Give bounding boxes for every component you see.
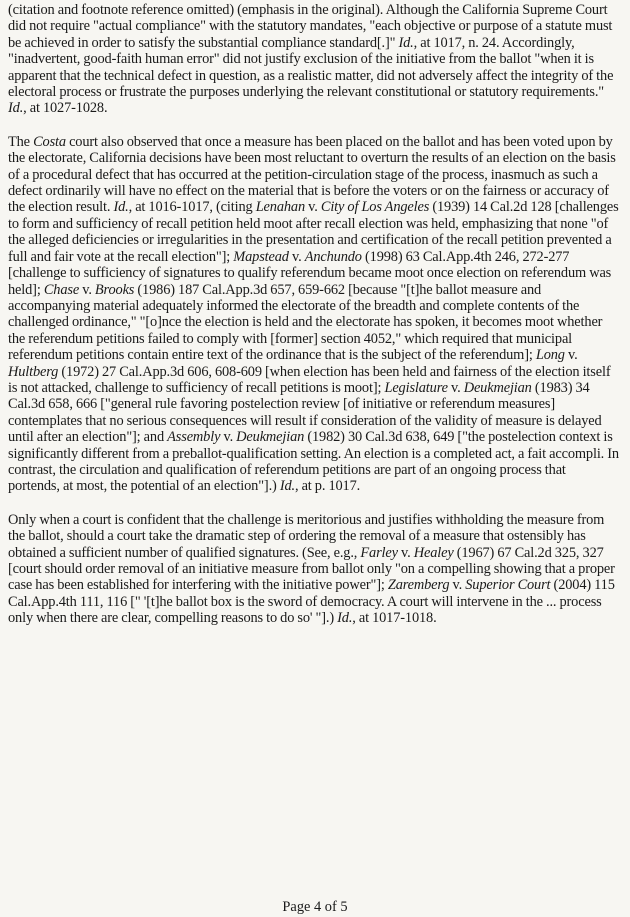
citation-text: Chase — [43, 281, 80, 298]
body-text: court also observed that once a measure has been placed on the ballot and has been voted upon by the electorate, California decisions have been most reluctant to overturn the results of an election on the basis of a procedural defect that has occurred at the petition-circulation stage of the process, inasmuch as such a defect ordinarily will have no effect on the material that is before the voters or on the fairness or accuracy of the election result. — [8, 133, 616, 216]
citation-text: Farley — [360, 544, 398, 561]
citation-text: Id. — [8, 100, 24, 117]
citation-text: Assembly — [167, 429, 221, 446]
body-text: , at 1016-1017, (citing — [128, 199, 256, 216]
body-text: (1967) 67 Cal.2d 325, 327 [court should order removal of an initiative measure from ballot only "on a compelling showing that a proper case has been established for interfering with the initiative power"]; — [8, 544, 615, 594]
body-text: v. — [447, 379, 464, 396]
citation-text: Superior Court — [465, 577, 551, 594]
body-text: , at 1027-1028. — [23, 100, 108, 117]
body-text: v. — [397, 544, 414, 561]
body-text: v. — [220, 429, 237, 446]
body-text: v. — [305, 199, 321, 216]
body-text: (1983) 34 Cal.3d 658, 666 ["general rule favoring postelection review [of initiative or referendum measures] contemplates that no serious consequences will result if consideration of the validity of measure is delayed until after an election"]; and — [8, 379, 602, 446]
citation-text: Hultberg — [8, 363, 59, 380]
body-text: (1972) 27 Cal.App.3d 606, 608-609 [when election has been held and fairness of the election itself is not attacked, challenge to sufficiency of recall petitions is moot]; — [8, 363, 611, 396]
citation-text: Lenahan — [255, 199, 306, 216]
citation-text: City of Los Angeles — [320, 199, 430, 216]
body-text: v. — [288, 248, 305, 265]
citation-text: Deukmejian — [463, 379, 532, 396]
body-text: , at 1017, n. 24. Accordingly, "inadvertent, good-faith human error" did not justify exclusion of the initiative from the ballot "when it is apparent that the technical defect in question, as a realistic matter, did not adversely affect the integrity of the electoral process or frustrate the purposes underlying the relevant constitutional or statutory requirements." — [8, 34, 614, 101]
paragraph — [8, 2, 620, 117]
citation-text: Legislature — [384, 379, 448, 396]
body-text: v. — [79, 281, 95, 298]
citation-text: Brooks — [94, 281, 135, 298]
body-text: (1998) 63 Cal.App.4th 246, 272-277 [challenge to sufficiency of signatures to qualify referendum became moot once election on referendum was held]; — [8, 248, 612, 298]
citation-text: Costa — [33, 133, 66, 150]
citation-text: Anchundo — [304, 248, 362, 265]
body-text: , at 1017-1018. — [352, 610, 437, 627]
body-text: (1986) 187 Cal.App.3d 657, 659-662 [because "[t]he ballot measure and accompanying material adequately informed the electorate of the breadth and complete contents of the challenged ordinance," "[o]nce the election is held and the electorate has spoken, it becomes moot whether the referendum petitions failed to comply with [former] section 4052," which required that municipal referendum petitions contain entire text of the ordinance that is the subject of the referendum]; — [8, 281, 603, 364]
paragraph — [8, 512, 620, 627]
citation-text: Long — [535, 347, 565, 364]
citation-text: Zaremberg — [387, 577, 450, 594]
citation-text: Id. — [398, 34, 414, 51]
body-text: (1939) 14 Cal.2d 128 [challenges to form and sufficiency of recall petition held moot after recall election was held, emphasizing that none "of the alleged deficiencies or irregularities in the presentation and certification of the recall petition prevented a full and fair vote at the recall election"]; — [8, 199, 619, 265]
citation-text: Id. — [113, 199, 129, 216]
citation-text: Healey — [413, 544, 454, 561]
citation-text: Mapstead — [233, 248, 289, 265]
body-text: v. — [449, 577, 466, 594]
body-text: The — [8, 133, 34, 150]
citation-text: Deukmejian — [236, 429, 305, 446]
citation-text: Id. — [337, 610, 353, 627]
paragraph — [8, 134, 620, 495]
body-text: v. — [564, 347, 578, 364]
body-text: (citation and footnote reference omitted) (emphasis in the original). Although the California Supreme Court did not require "actual compliance" with the statutory mandates, "each objective or purpose of a statute must be achieved in order to satisfy the substantial compliance standard[.]" — [8, 2, 613, 51]
citation-text: Id. — [279, 478, 295, 495]
body-text: Only when a court is confident that the challenge is meritorious and justifies withholding the measure from the ballot, should a court take the dramatic step of ordering the removal of a measure that ostensibly has obtained a sufficient number of qualified signatures. (See, e.g., — [8, 511, 605, 561]
document-body — [8, 2, 620, 627]
body-text: , at p. 1017. — [294, 478, 361, 495]
body-text: (1982) 30 Cal.3d 638, 649 ["the postelection context is significantly different from a preballot-qualification setting. An election is a completed act, a fait accompli. In contrast, the circulation and qualification of referendum petitions are part of an ongoing process that portends, at most, the potential of an election"].) — [8, 429, 619, 495]
body-text: (2004) 115 Cal.App.4th 111, 116 [" '[t]he ballot box is the sword of democracy. A court will intervene in the ... process only when there are clear, compelling reasons to do so' "].) — [8, 577, 615, 627]
page-number: Page 4 of 5 — [282, 899, 348, 915]
